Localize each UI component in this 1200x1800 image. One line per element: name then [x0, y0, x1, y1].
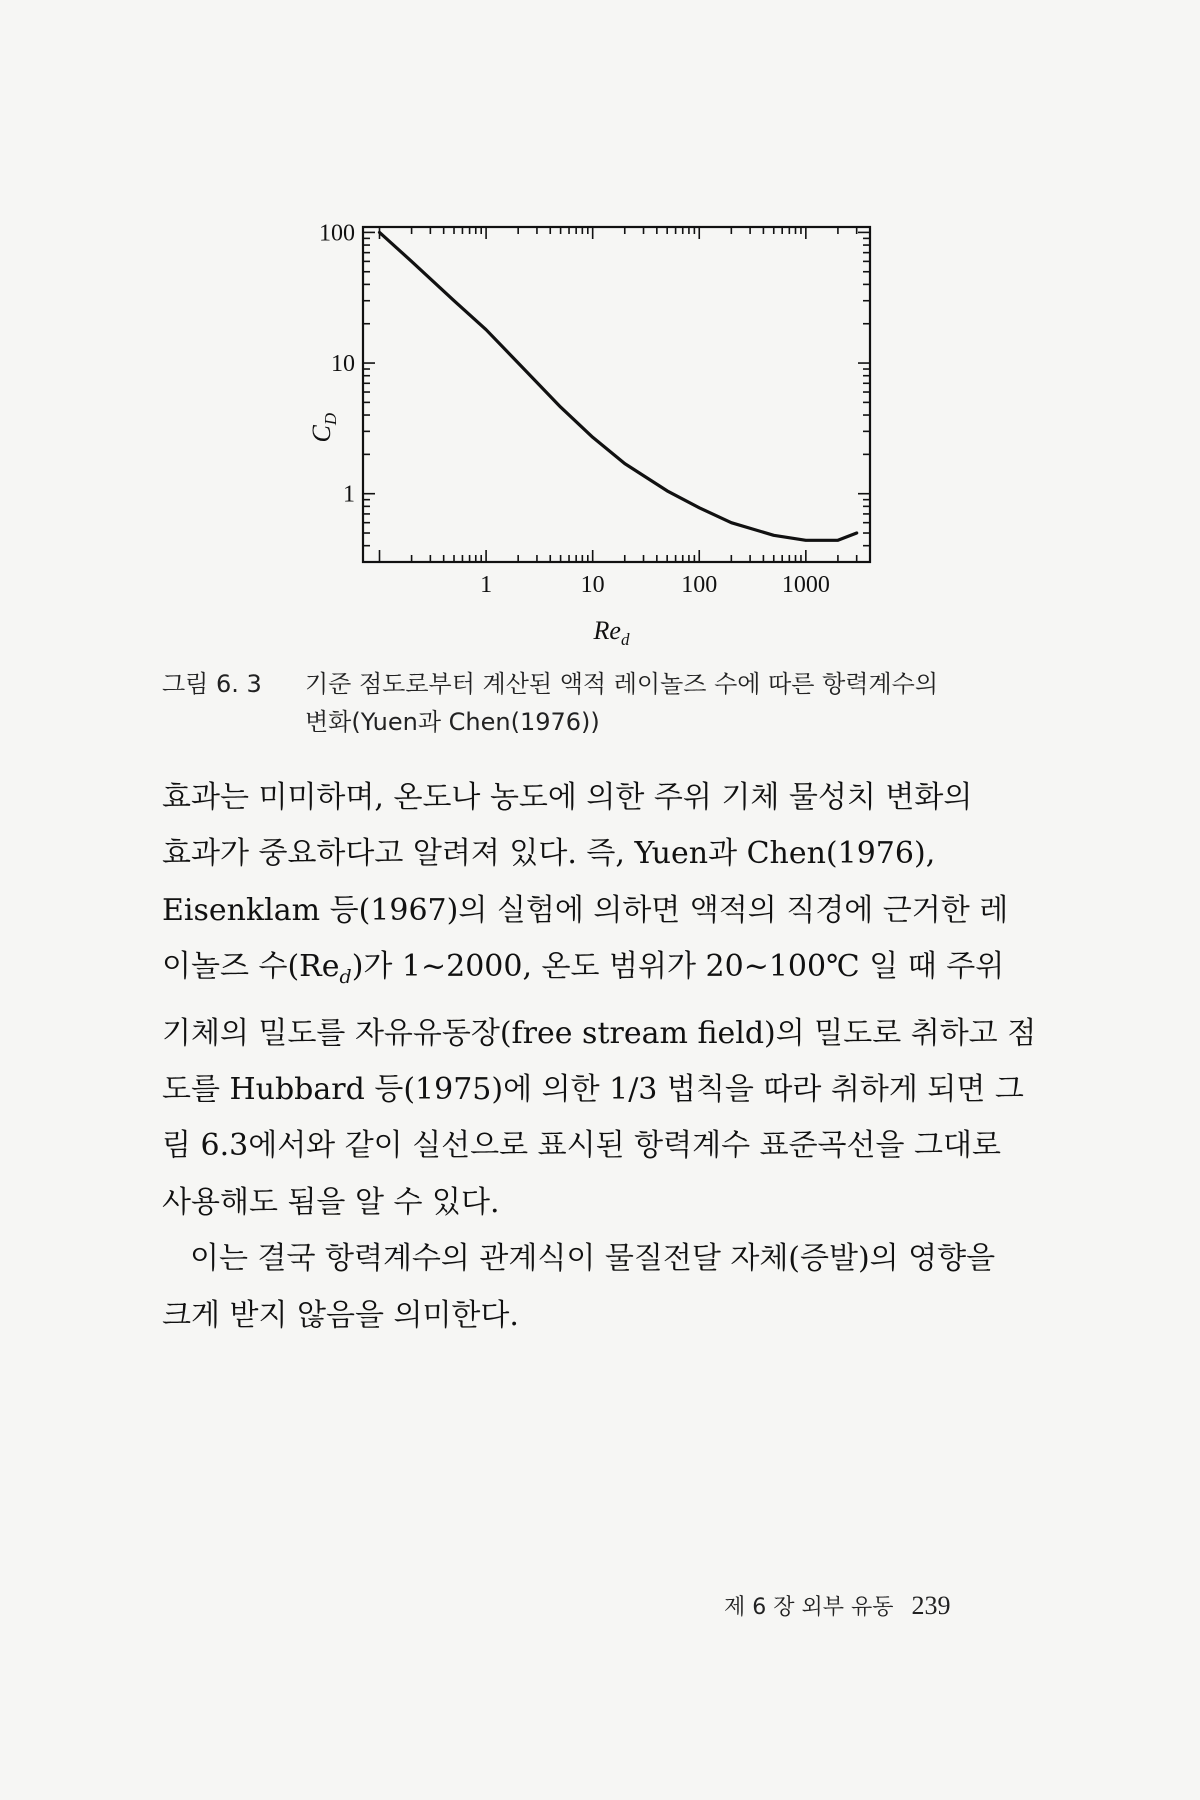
chart-axis-labels	[307, 412, 630, 649]
drag-coefficient-chart	[300, 200, 900, 660]
body-line: 사용해도 됨을 알 수 있다.	[162, 1184, 500, 1220]
chart-frame	[363, 227, 870, 562]
x-axis-label: $Re_d$	[593, 616, 630, 649]
caption-line-2: 변화(Yuen과 Chen(1976))	[305, 708, 600, 736]
chapter-title: 제 6 장 외부 유동	[724, 1595, 894, 1620]
y-tick-label: 100	[319, 220, 355, 247]
y-tick-label: 10	[331, 351, 355, 378]
figure-caption	[162, 665, 1062, 741]
body-line: 림 6.3에서와 같이 실선으로 표시된 항력계수 표준곡선을 그대로	[162, 1128, 1001, 1164]
body-line: Eisenklam 등(1967)의 실험에 의하면 액적의 직경에 근거한 레	[162, 892, 1009, 928]
drag-coefficient-curve	[380, 232, 857, 540]
chart-series	[380, 232, 857, 540]
plot-frame	[363, 227, 870, 562]
body-line-part: 이놀즈 수(Re	[162, 949, 340, 985]
x-tick-label: 1	[480, 572, 493, 598]
y-tick-label: 1	[343, 481, 355, 508]
page-number: 239	[911, 1591, 951, 1620]
x-tick-label: 100	[681, 572, 718, 598]
body-line-part: )가 1~2000, 온도 범위가 20~100℃ 일 때 주위	[351, 949, 1005, 985]
body-line: 크게 받지 않음을 의미한다.	[162, 1297, 519, 1333]
x-tick-label: 10	[580, 572, 605, 598]
body-line: 효과는 미미하며, 온도나 농도에 의한 주위 기체 물성치 변화의	[162, 780, 973, 815]
y-axis-label-subscript: D	[321, 412, 340, 426]
body-line: 효과가 중요하다고 알려져 있다. 즉, Yuen과 Chen(1976),	[162, 836, 936, 872]
x-axis-label-subscript: d	[620, 630, 630, 649]
body-line: 기체의 밀도를 자유유동장(free stream field)의 밀도로 취하고 점	[162, 1015, 1037, 1051]
page-footer	[724, 1590, 950, 1621]
body-line: 이는 결국 항력계수의 관계식이 물질전달 자체(증발)의 영향을	[190, 1241, 996, 1277]
body-line: 도를 Hubbard 등(1975)에 의한 1/3 법칙을 따라 취하게 되면 그	[162, 1072, 1024, 1108]
body-line	[162, 939, 1042, 1005]
reynolds-subscript: d	[339, 966, 352, 989]
y-axis-label: $C_D$	[307, 412, 340, 443]
chart-tick-labels	[319, 220, 830, 598]
chart-ticks	[363, 227, 870, 562]
x-tick-label: 1000	[781, 572, 830, 598]
figure-number: 그림 6. 3	[162, 670, 262, 698]
body-paragraph	[162, 770, 1042, 1344]
caption-line-1: 기준 점도로부터 계산된 액적 레이놀즈 수에 따른 항력계수의	[305, 670, 939, 698]
